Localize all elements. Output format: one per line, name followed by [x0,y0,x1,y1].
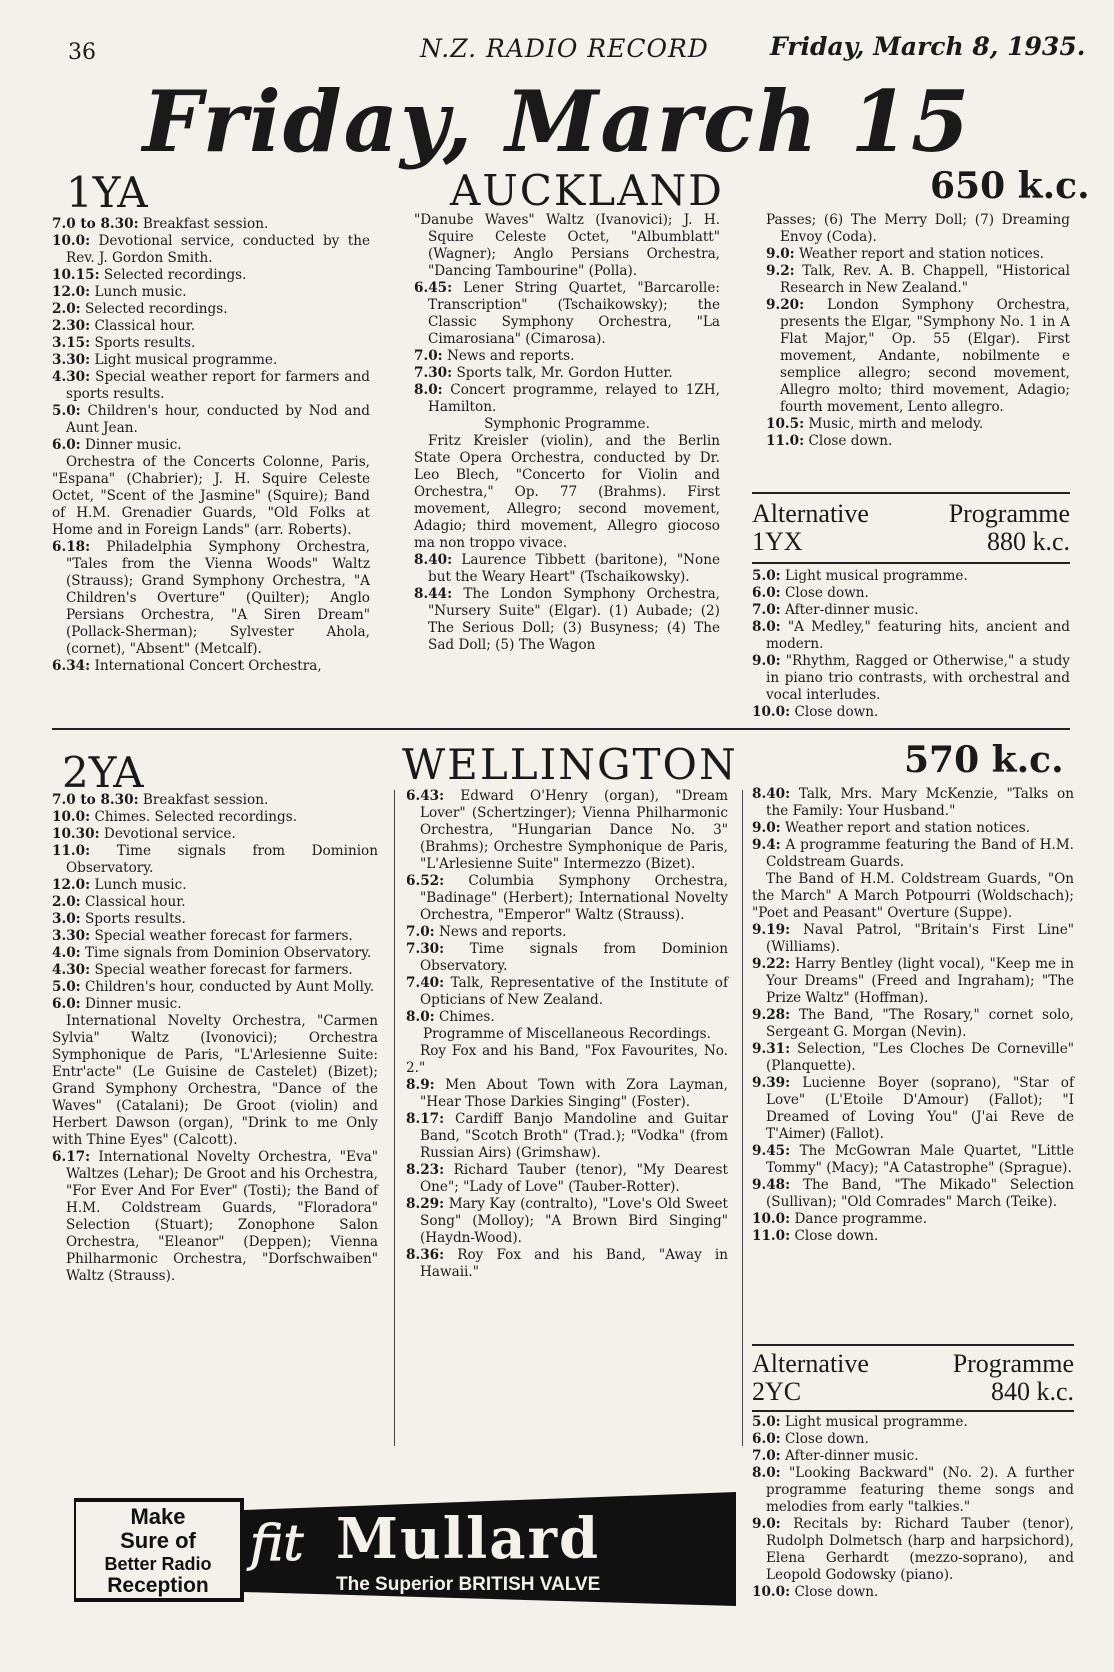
ad-tagline: The Superior BRITISH VALVE [336,1574,601,1595]
programme-entry [406,924,728,941]
programme-time: 7.30: [414,365,453,381]
programme-time: 10.0: [752,1211,791,1227]
programme-time: 8.40: [752,786,791,802]
programme-text: Roy Fox and his Band, "Away in Hawaii." [420,1247,728,1280]
programme-entry [52,318,370,335]
programme-entry [52,877,378,894]
programme-time: 9.19: [752,922,791,938]
programme-time: 3.30: [52,352,91,368]
programme-text: Music, mirth and melody. [804,416,984,432]
programme-time: 6.17: [52,1149,91,1165]
programme-time: 12.0: [52,284,91,300]
programme-text: Close down. [790,1228,879,1244]
programme-time: 6.0: [52,996,81,1012]
programme-time: 9.39: [752,1075,791,1091]
programme-entry [766,416,1070,433]
programme-text: Close down. [790,704,879,720]
programme-text: "Danube Waves" Waltz (Ivanovici); J. H. Squire Celeste Octet, "Albumblatt" (Wagner); Anglo Persians Orchestra, "Dancing Tambourine" (Polla). [414,212,720,279]
programme-time: 11.0: [52,843,91,859]
programme-text: Cardiff Banjo Mandoline and Guitar Band, "Scotch Broth" (Trad.); "Vodka" (from Russian Airs) (Grimshaw). [420,1111,728,1161]
programme-time: 10.15: [52,267,100,283]
programme-text: Talk, Representative of the Institute of Opticians of New Zealand. [420,975,728,1008]
programme-text: London Symphony Orchestra, presents the Elgar, "Symphony No. 1 in A Flat Major," Op. 55 (Elgar). First movement, Andante, nobilmente e semplice allegro; second movement, Allegro molto; third movement, Adagio; fourth movement, Lento allegro. [780,297,1070,415]
ad-slogan-line-3: Better Radio [104,1554,212,1574]
programme-time: 8.0: [406,1009,435,1025]
programme-time: 10.0: [52,809,91,825]
programme-entry [752,1007,1074,1041]
programme-text: The Band, "The Rosary," cornet solo, Sergeant G. Morgan (Nevin). [766,1007,1074,1040]
programme-text: Classical hour. [90,318,196,334]
programme-entry [752,619,1070,653]
auckland-column-3 [766,212,1070,450]
programme-text: Chimes. [434,1009,495,1025]
programme-text: "Rhythm, Ragged or Otherwise," a study in piano trio contrasts, with orchestral and vocal interludes. [766,653,1070,703]
programme-entry [752,1041,1074,1075]
programme-text: Selection, "Les Cloches De Corneville" (Planquette). [766,1041,1074,1074]
programme-entry [752,1516,1074,1584]
column-rule-left [394,790,395,1446]
programme-time: 7.40: [406,975,445,991]
programme-entry [752,820,1074,837]
programme-text: A programme featuring the Band of H.M. Coldstream Guards. [766,837,1074,870]
programme-text: Symphonic Programme. [484,416,650,432]
programme-time: 9.0: [766,246,795,262]
alt-1yx-top-rule [752,492,1070,494]
ad-slogan-line-1: Make [130,1504,186,1529]
programme-text: Fritz Kreisler (violin), and the Berlin State Opera Orchestra, conducted by Dr. Leo Blech, "Concerto for Violin and Orchestra," Op. 77 (Brahms). First movement, Allegro; second movement, Adagio; third movement, Allegro giocoso ma non troppo vivace. [414,433,720,551]
programme-time: 10.5: [766,416,805,432]
programme-text: Talk, Mrs. Mary McKenzie, "Talks on the Family: Your Husband." [766,786,1074,819]
programme-text: Recitals by: Richard Tauber (tenor), Rudolph Dolmetsch (harp and harpsichord), Elena Gerhardt (mezzo-soprano), and Leopold Godowsky (piano). [766,1516,1074,1583]
programme-text: Children's hour, conducted by Aunt Molly. [80,979,375,995]
programme-entry [406,941,728,975]
programme-time: 7.30: [406,941,445,957]
programme-time: 6.34: [52,658,91,674]
programme-entry [406,873,728,924]
programme-time: 5.0: [752,568,781,584]
issue-date: Friday, March 8, 1935. [770,32,1086,61]
programme-entry [406,1162,728,1196]
programme-time: 7.0 to 8.30: [52,792,139,808]
programme-entry [752,956,1074,1007]
programme-time: 2.0: [52,301,81,317]
wellington-frequency: 570 k.c. [904,739,1064,781]
programme-entry [752,871,1074,922]
programme-entry [52,284,370,301]
programme-entry [52,945,378,962]
programme-text: Passes; (6) The Merry Doll; (7) Dreaming Envoy (Coda). [766,212,1070,245]
programme-time: 8.40: [414,552,453,568]
programme-time: 4.30: [52,962,91,978]
alt-2yc-frequency: 840 k.c. [990,1377,1074,1406]
programme-time: 7.0: [414,348,443,364]
programme-text: Richard Tauber (tenor), "My Dearest One"; "Lady of Love" (Tauber-Rotter). [420,1162,728,1195]
programme-text: Light musical programme. [90,352,278,368]
alt-1yx-word1: Alternative [752,499,869,528]
programme-text: Columbia Symphony Orchestra, "Badinage" (Herbert); International Novelty Orchestra, "Emperor" Waltz (Strauss). [420,873,728,923]
programme-text: Weather report and station notices. [794,246,1044,262]
programme-time: 3.15: [52,335,91,351]
programme-text: Special weather forecast for farmers. [90,928,353,944]
programme-text: Laurence Tibbett (baritone), "None but the Weary Heart" (Tschaikowsky). [428,552,720,585]
alt-2yc-top-rule [752,1344,1074,1346]
programme-entry [52,792,378,809]
programme-text: Sports results. [80,911,186,927]
programme-entry [52,843,378,877]
alt-1yx-list [752,568,1070,721]
programme-entry [752,585,1070,602]
alt-2yc-bottom-rule [752,1410,1074,1412]
programme-entry [414,280,720,348]
station-1ya-heading: 1YA [66,168,148,217]
alt-2yc-word1: Alternative [752,1349,869,1378]
page-number: 36 [68,40,96,65]
programme-time: 8.0: [414,382,443,398]
column-rule-right [742,790,743,1446]
programme-text: Time signals from Dominion Observatory. [80,945,372,961]
programme-time: 7.0: [406,924,435,940]
programme-time: 10.0: [52,233,91,249]
programme-text: International Novelty Orchestra, "Carmen Sylvia" Waltz (Ivonovici); Orchestra Symphonique de Paris, "L'Arlesienne Suite: Entr'acte" (Le Guisine de Castelet) (Bizet); Grand Symphony Orchestra, "Dance of the Waves" (Catalani); De Groot (violin) and Herbert Dawson (organ), "Drink to me Only with Thine Eyes" (Calcott). [52,1013,378,1148]
programme-text: Breakfast session. [138,792,269,808]
wellington-column-3 [752,786,1074,1245]
programme-text: Light musical programme. [780,568,968,584]
programme-time: 9.0: [752,1516,781,1532]
publication-name: N.Z. RADIO RECORD [420,34,709,63]
programme-time: 6.0: [752,585,781,601]
programme-entry [766,433,1070,450]
programme-entry [752,602,1070,619]
programme-time: 6.52: [406,873,445,889]
programme-entry [752,568,1070,585]
programme-text: Roy Fox and his Band, "Fox Favourites, No. 2." [406,1043,728,1076]
programme-text: News and reports. [434,924,567,940]
programme-text: Sports talk, Mr. Gordon Hutter. [452,365,673,381]
programme-time: 8.44: [414,586,453,602]
programme-text: International Novelty Orchestra, "Eva" Waltzes (Lehar); De Groot and his Orchestra, "For Ever And For Ever" (Tosti); the Band of H.M. Coldstream Guards, "Floradora" Selection (Stuart); Zonophone Salon Orchestra, "Eleanor" (Deppen); Vienna Philharmonic Orchestra, "Dorfschwaiben" Waltz (Strauss). [66,1149,378,1284]
programme-entry [766,297,1070,416]
programme-text: Time signals from Dominion Observatory. [420,941,728,974]
programme-text: International Concert Orchestra, [90,658,322,674]
programme-time: 9.2: [766,263,795,279]
programme-entry [752,1211,1074,1228]
programme-time: 9.0: [752,820,781,836]
programme-time: 7.0: [752,602,781,618]
ad-slogan-line-2: Sure of [120,1528,196,1553]
programme-text: Close down. [790,1584,879,1600]
programme-time: 2.30: [52,318,91,334]
ad-brand: Mullard [336,1506,601,1572]
programme-text: Chimes. Selected recordings. [90,809,298,825]
programme-entry [414,382,720,416]
programme-text: Special weather forecast for farmers. [90,962,353,978]
programme-text: The Band of H.M. Coldstream Guards, "On the March" A March Potpourri (Woldschach); "Poet and Peasant" Overture (Suppe). [752,871,1074,921]
programme-time: 8.23: [406,1162,445,1178]
programme-entry [52,369,370,403]
programme-text: Breakfast session. [138,216,269,232]
city-wellington-heading: WELLINGTON [402,740,738,789]
programme-text: Edward O'Henry (organ), "Dream Lover" (Schertzinger); Vienna Philharmonic Orchestra, "Hungarian Dance No. 3" (Brahms); Orchestre Symphonique de Paris, "L'Arlesienne Suite" Intermezzo (Bizet). [420,788,728,872]
programme-entry [406,788,728,873]
programme-entry [752,1431,1074,1448]
programme-text: Naval Patrol, "Britain's First Line" (Williams). [766,922,1074,955]
programme-time: 9.4: [752,837,781,853]
programme-entry [752,1075,1074,1143]
programme-entry [406,1196,728,1247]
programme-time: 9.22: [752,956,791,972]
programme-text: Close down. [780,585,869,601]
programme-entry [406,1026,728,1043]
programme-entry [414,365,720,382]
programme-entry [406,975,728,1009]
mullard-ad-graphic [74,1482,736,1612]
programme-entry [752,1465,1074,1516]
programme-time: 4.30: [52,369,91,385]
alt-1yx-bottom-rule [752,562,1070,564]
wellington-column-2 [406,788,728,1281]
programme-text: Orchestra of the Concerts Colonne, Paris, "Espana" (Chabrier); J. H. Squire Celeste Octet, "Scent of the Jasmine" (Squire); Band of H.M. Grenadier Guards, "Old Folks at Home and in Foreign Lands" (arr. Roberts). [52,454,370,538]
programme-text: Mary Kay (contralto), "Love's Old Sweet Song" (Molloy); "A Brown Bird Singing" (Haydn-Wood). [420,1196,728,1246]
programme-text: Programme of Miscellaneous Recordings. [423,1026,711,1042]
programme-text: Time signals from Dominion Observatory. [66,843,378,876]
programme-time: 11.0: [766,433,805,449]
programme-time: 10.0: [752,1584,791,1600]
programme-text: Close down. [804,433,893,449]
programme-text: Devotional service, conducted by the Rev. J. Gordon Smith. [66,233,370,266]
programme-text: Harry Bentley (light vocal), "Keep me in Your Dreams" (Freed and Ingraham); "The Prize Waltz" (Hoffman). [766,956,1074,1006]
programme-entry [52,437,370,454]
programme-time: 8.36: [406,1247,445,1263]
programme-time: 9.31: [752,1041,791,1057]
programme-text: Selected recordings. [80,301,228,317]
page-title: Friday, March 15 [142,72,972,171]
programme-entry [52,1149,378,1285]
station-2ya-heading: 2YA [62,748,144,797]
programme-entry [406,1111,728,1162]
programme-entry [52,911,378,928]
programme-text: Lucienne Boyer (soprano), "Star of Love" (L'Etoile D'Amour) (Fallot); "I Dreamed of Loving You" (J'ai Reve de T'Aimer) (Fallot). [766,1075,1074,1142]
programme-entry [406,1009,728,1026]
programme-entry [414,348,720,365]
programme-time: 6.18: [52,539,91,555]
programme-time: 8.9: [406,1077,435,1093]
programme-entry [752,704,1070,721]
wellington-column-1 [52,792,378,1285]
programme-text: Weather report and station notices. [780,820,1030,836]
programme-time: 9.20: [766,297,805,313]
auckland-frequency: 650 k.c. [930,165,1090,207]
programme-entry [52,894,378,911]
alt-1yx-word2: Programme [948,499,1070,528]
city-auckland-heading: AUCKLAND [450,166,724,215]
programme-entry [752,922,1074,956]
programme-text: "A Medley," featuring hits, ancient and modern. [766,619,1070,652]
programme-text: Dinner music. [80,996,182,1012]
programme-text: The McGowran Male Quartet, "Little Tommy" (Macy); "A Catastrophe" (Sprague). [766,1143,1074,1176]
alt-2yc-list [752,1414,1074,1601]
programme-text: Dance programme. [790,1211,928,1227]
programme-text: The London Symphony Orchestra, "Nursery Suite" (Elgar). (1) Aubade; (2) The Serious Doll; (3) Busyness; (4) The Sad Doll; (5) The Wagon [428,586,720,653]
programme-time: 8.0: [752,619,781,635]
section-divider [52,728,1070,730]
programme-text: Devotional service. [99,826,236,842]
programme-time: 8.0: [752,1465,781,1481]
programme-entry [752,837,1074,871]
programme-time: 9.28: [752,1007,791,1023]
programme-entry [414,416,720,433]
alt-2yc-heading [752,1350,1074,1406]
programme-entry [52,979,378,996]
alt-2yc-word2: Programme [952,1349,1074,1378]
programme-time: 5.0: [752,1414,781,1430]
alt-2yc-station: 2YC [752,1377,802,1406]
auckland-column-2 [414,212,720,654]
programme-entry [52,403,370,437]
programme-text: Special weather report for farmers and sports results. [66,369,370,402]
programme-entry [52,996,378,1013]
alt-1yx-station: 1YX [752,527,803,556]
programme-entry [406,1247,728,1281]
programme-time: 9.0: [752,653,781,669]
programme-entry [414,433,720,552]
programme-time: 3.0: [52,911,81,927]
programme-text: Philadelphia Symphony Orchestra, "Tales from the Vienna Woods" Waltz (Strauss); Grand Symphony Orchestra, "A Children's Overture" (Quilter); Anglo Persians Orchestra, "A Siren Dream" (Pollack-Sherman); Sylvester Ahola, (cornet), "Absent" (Metcalf). [66,539,370,657]
programme-entry [52,216,370,233]
programme-time: 9.48: [752,1177,791,1193]
programme-entry [766,246,1070,263]
programme-time: 3.30: [52,928,91,944]
programme-entry [52,301,370,318]
programme-time: 9.45: [752,1143,791,1159]
programme-time: 10.30: [52,826,100,842]
programme-text: The Band, "The Mikado" Selection (Sullivan); "Old Comrades" March (Teike). [766,1177,1074,1210]
programme-text: Men About Town with Zora Layman, "Hear Those Darkies Singing" (Foster). [420,1077,728,1110]
programme-entry [52,233,370,267]
programme-time: 7.0: [752,1448,781,1464]
ad-fit-word: fit [250,1514,304,1572]
programme-entry [752,1584,1074,1601]
programme-time: 6.43: [406,788,445,804]
programme-text: Close down. [780,1431,869,1447]
programme-text: Light musical programme. [780,1414,968,1430]
mullard-advertisement [74,1482,736,1612]
programme-entry [752,1414,1074,1431]
programme-time: 8.29: [406,1196,445,1212]
programme-text: Lener String Quartet, "Barcarolle: Transcription" (Tschaikowsky); the Classic Symphony Orchestra, "La Cimarosiana" (Cimarosa). [428,280,720,347]
programme-entry [52,267,370,284]
programme-text: After-dinner music. [780,602,919,618]
programme-entry [752,786,1074,820]
programme-time: 2.0: [52,894,81,910]
programme-entry [52,826,378,843]
programme-text: After-dinner music. [780,1448,919,1464]
programme-entry [52,539,370,658]
programme-time: 11.0: [752,1228,791,1244]
programme-time: 6.0: [52,437,81,453]
programme-entry [52,454,370,539]
programme-entry [752,1228,1074,1245]
programme-entry [406,1043,728,1077]
programme-text: News and reports. [442,348,575,364]
programme-entry [766,212,1070,246]
programme-entry [752,653,1070,704]
programme-entry [52,1013,378,1149]
programme-text: Lunch music. [90,877,187,893]
programme-entry [52,352,370,369]
programme-text: Sports results. [90,335,196,351]
programme-time: 10.0: [752,704,791,720]
programme-time: 5.0: [52,403,81,419]
programme-entry [406,1077,728,1111]
programme-time: 4.0: [52,945,81,961]
programme-entry [414,586,720,654]
programme-entry [52,928,378,945]
programme-entry [766,263,1070,297]
programme-text: Children's hour, conducted by Nod and Aunt Jean. [66,403,370,436]
programme-entry [752,1143,1074,1177]
programme-text: Selected recordings. [99,267,247,283]
programme-entry [414,552,720,586]
programme-text: Lunch music. [90,284,187,300]
programme-time: 7.0 to 8.30: [52,216,139,232]
alt-1yx-frequency: 880 k.c. [986,527,1070,556]
programme-time: 8.17: [406,1111,445,1127]
programme-entry [52,335,370,352]
programme-entry [52,658,370,675]
programme-entry [752,1177,1074,1211]
programme-entry [414,212,720,280]
programme-time: 6.45: [414,280,453,296]
programme-time: 6.0: [752,1431,781,1447]
programme-entry [52,962,378,979]
programme-entry [752,1448,1074,1465]
alt-1yx-heading [752,500,1070,556]
programme-text: Classical hour. [80,894,186,910]
programme-text: Dinner music. [80,437,182,453]
programme-entry [52,809,378,826]
auckland-column-1 [52,216,370,675]
ad-slogan-line-4: Reception [107,1574,209,1597]
programme-text: Concert programme, relayed to 1ZH, Hamilton. [428,382,720,415]
programme-text: "Looking Backward" (No. 2). A further programme featuring theme songs and melodies from early "talkies." [766,1465,1074,1515]
programme-text: Talk, Rev. A. B. Chappell, "Historical Research in New Zealand." [780,263,1070,296]
programme-time: 12.0: [52,877,91,893]
programme-time: 5.0: [52,979,81,995]
